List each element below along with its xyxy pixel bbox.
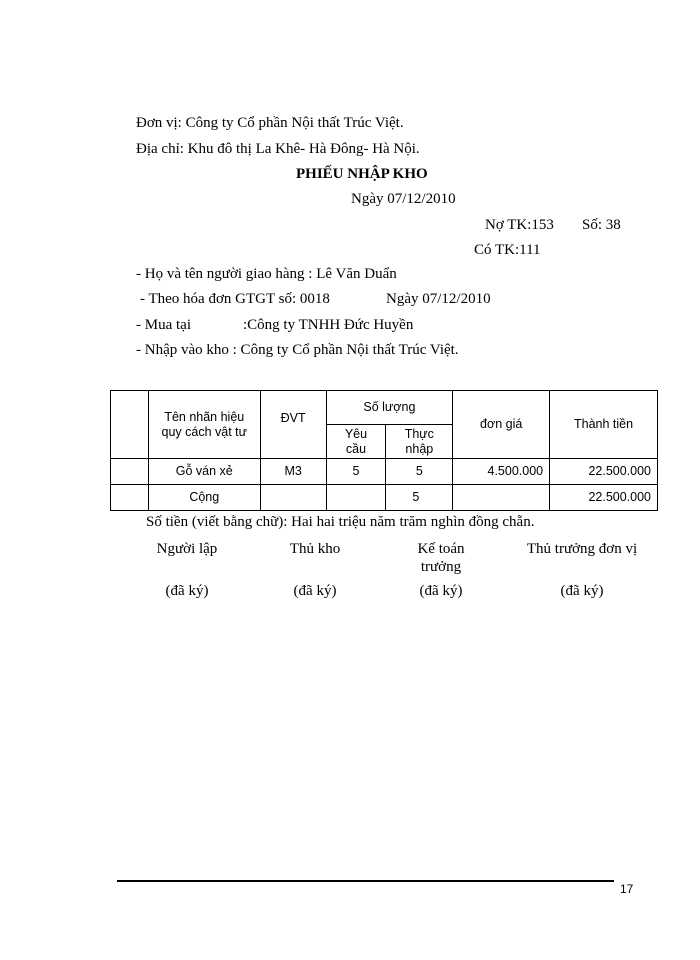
row-stt <box>111 459 149 485</box>
row-requested: 5 <box>326 459 386 485</box>
warehouse-line: - Nhập vào kho : Công ty Cổ phần Nội thất Trúc Việt. <box>136 342 459 358</box>
deliverer-line: - Họ và tên người giao hàng : Lê Văn Duẩn <box>136 266 397 282</box>
signature-title: Thủ trưởng đơn vị <box>526 541 638 557</box>
row-name: Gỗ ván xẻ <box>148 459 260 485</box>
table-header-row <box>111 391 658 425</box>
total-price <box>453 485 550 511</box>
total-actual: 5 <box>386 485 453 511</box>
header-price: đơn giá <box>453 391 550 459</box>
header-amount: Thành tiền <box>550 391 658 459</box>
purchase-place: :Công ty TNHH Đức Huyền <box>243 317 414 333</box>
row-actual: 5 <box>386 459 453 485</box>
signature-title: Người lập <box>156 541 218 557</box>
signature-title: Thủ kho <box>289 541 341 557</box>
document-number: Số: 38 <box>582 217 621 233</box>
company-unit: Đơn vị: Công ty Cổ phần Nội thất Trúc Việt. <box>136 115 404 131</box>
table-total-row <box>111 485 658 511</box>
total-amount: 22.500.000 <box>550 485 658 511</box>
row-unit: M3 <box>260 459 326 485</box>
company-address: Địa chỉ: Khu đô thị La Khê- Hà Đông- Hà Nội. <box>136 141 420 157</box>
header-stt <box>111 391 149 459</box>
table-row <box>111 459 658 485</box>
header-unit: ĐVT <box>260 391 326 459</box>
header-quantity: Số lượng <box>326 391 453 425</box>
header-name <box>148 391 260 459</box>
header-requested-text: Yêu cầu <box>344 426 368 456</box>
signature-preparer-status: (đã ký) <box>165 583 209 599</box>
credit-account: Có TK:111 <box>474 242 541 258</box>
document-date: Ngày 07/12/2010 <box>351 191 456 207</box>
row-price: 4.500.000 <box>453 459 550 485</box>
invoice-date: Ngày 07/12/2010 <box>386 291 491 307</box>
debit-account: Nợ TK:153 <box>485 217 554 233</box>
page-number: 17 <box>620 882 634 896</box>
signature-storekeeper <box>271 540 359 558</box>
total-stt <box>111 485 149 511</box>
signature-director <box>522 540 642 558</box>
signature-chief-accountant-status: (đã ký) <box>419 583 463 599</box>
header-actual-text: Thực nhập <box>404 426 434 456</box>
header-actual <box>386 425 453 459</box>
footer-divider <box>117 880 614 882</box>
row-amount: 22.500.000 <box>550 459 658 485</box>
signature-title: Kế toán trưởng <box>417 541 465 575</box>
signature-chief-accountant <box>396 540 486 576</box>
goods-table <box>110 390 658 511</box>
header-requested <box>326 425 386 459</box>
total-label: Cộng <box>148 485 260 511</box>
header-name-text: Tên nhãn hiệu quy cách vật tư <box>161 409 248 439</box>
signature-preparer <box>143 540 231 558</box>
purchase-label: - Mua tại <box>136 317 191 333</box>
signature-director-status: (đã ký) <box>560 583 604 599</box>
total-unit <box>260 485 326 511</box>
page-title: PHIẾU NHẬP KHO <box>296 166 428 182</box>
signature-storekeeper-status: (đã ký) <box>293 583 337 599</box>
amount-in-words: Số tiền (viết bằng chữ): Hai hai triệu năm trăm nghìn đồng chẵn. <box>146 514 535 530</box>
total-requested <box>326 485 386 511</box>
invoice-line: - Theo hóa đơn GTGT số: 0018 <box>140 291 330 307</box>
